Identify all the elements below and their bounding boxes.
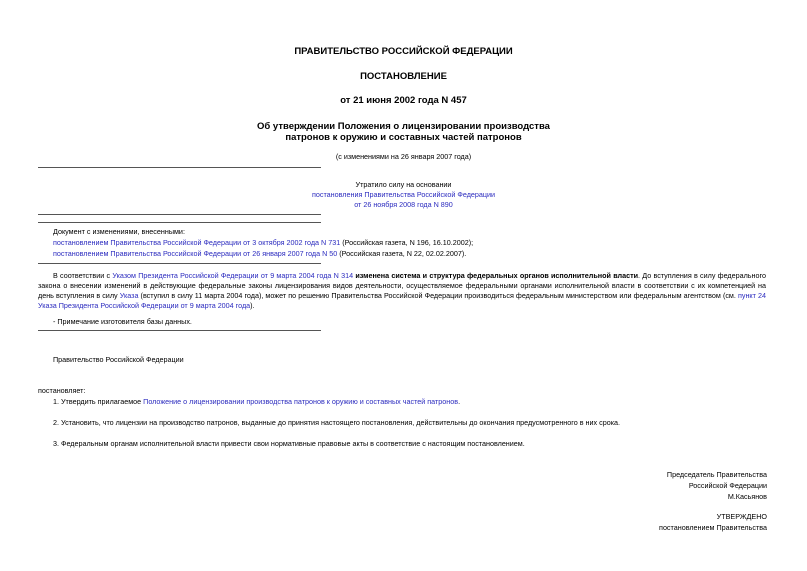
amendment-link[interactable]: постановлением Правительства Российской Федерации от 3 октября 2002 года N 731 [53,238,341,247]
divider [38,263,321,264]
database-note: - Примечание изготовителя базы данных. [53,317,192,326]
note-bold-text: изменена система и структура федеральных органов исполнительной власти [353,271,639,280]
decree-314-link[interactable]: Указом Президента Российской Федерации от 9 марта 2004 года N 314 [112,271,354,280]
note-text: (вступил в силу 11 марта 2004 года), может по решению Правительства Российской Федерации производиться федеральным министерством или федеральным агентством (см. [138,291,738,300]
regulation-link[interactable]: Положение о лицензировании производства патронов к оружию и составных частей патронов [143,397,459,406]
amendment-item [53,249,466,259]
divider [38,167,321,168]
approved-label: УТВЕРЖДЕНО [716,512,767,521]
signature-title-2: Российской Федерации [688,481,767,490]
amendment-item [53,238,473,248]
note-text: ). [250,301,255,310]
expired-link-line-1[interactable]: постановления Правительства Российской Федерации [311,190,496,199]
government-heading: ПРАВИТЕЛЬСТВО РОССИЙСКОЙ ФЕДЕРАЦИИ [294,46,513,57]
divider [38,222,321,223]
amendment-link[interactable]: постановлением Правительства Российской Федерации от 26 января 2007 года N 50 [53,249,338,258]
signature-title: Председатель Правительства [666,470,767,479]
clause-text: . [458,397,461,406]
amendment-source: (Российская газета, N 196, 16.10.2002); [340,238,474,247]
changes-note: (с изменениями на 26 января 2007 года) [335,152,472,161]
clause-1 [53,397,460,407]
clause-text: 1. Утвердить прилагаемое [53,397,144,406]
decree-item-24-link[interactable]: пункт 24 Указа Президента Российской Федерации от 9 марта 2004 года [38,291,766,310]
resolves-text: постановляет: [38,386,86,395]
document-title-line-1: Об утверждении Положения о лицензировании производства [257,121,550,132]
expired-link-line-2[interactable]: от 26 ноября 2008 года N 890 [354,200,453,209]
approved-by: постановлением Правительства [659,523,767,532]
note-text: В соответствии с [53,271,113,280]
clause-3: 3. Федеральным органам исполнительной власти привести свои нормативные правовые акты в соответствие с настоящим постановлением. [53,439,525,448]
amendment-source: (Российская газета, N 22, 02.02.2007). [337,249,467,258]
document-title-line-2: патронов к оружию и составных частей патронов [285,132,522,143]
expired-note: Утратило силу на основании [355,180,452,189]
document-type: ПОСТАНОВЛЕНИЕ [360,71,447,82]
government-name: Правительство Российской Федерации [53,355,184,364]
divider [38,330,321,331]
decree-link[interactable]: Указа [119,291,139,300]
clause-2: 2. Установить, что лицензии на производство патронов, выданные до принятия настоящего постановления, действительны до окончания предусмотренного в них срока. [53,418,621,427]
amendments-intro: Документ с изменениями, внесенными: [53,227,185,236]
note-text: . До вступления в силу федерального закона о внесении изменений в действующие федеральные законы лицензирования видов деятельности, осуществляемое федеральными органами исполнительной власти в соответствии с их компетенцией на день вступления в силу [38,271,766,300]
document-date-number: от 21 июня 2002 года N 457 [340,95,467,106]
editorial-note-paragraph [38,271,766,311]
divider [38,214,321,215]
signatory-name: М.Касьянов [727,492,767,501]
